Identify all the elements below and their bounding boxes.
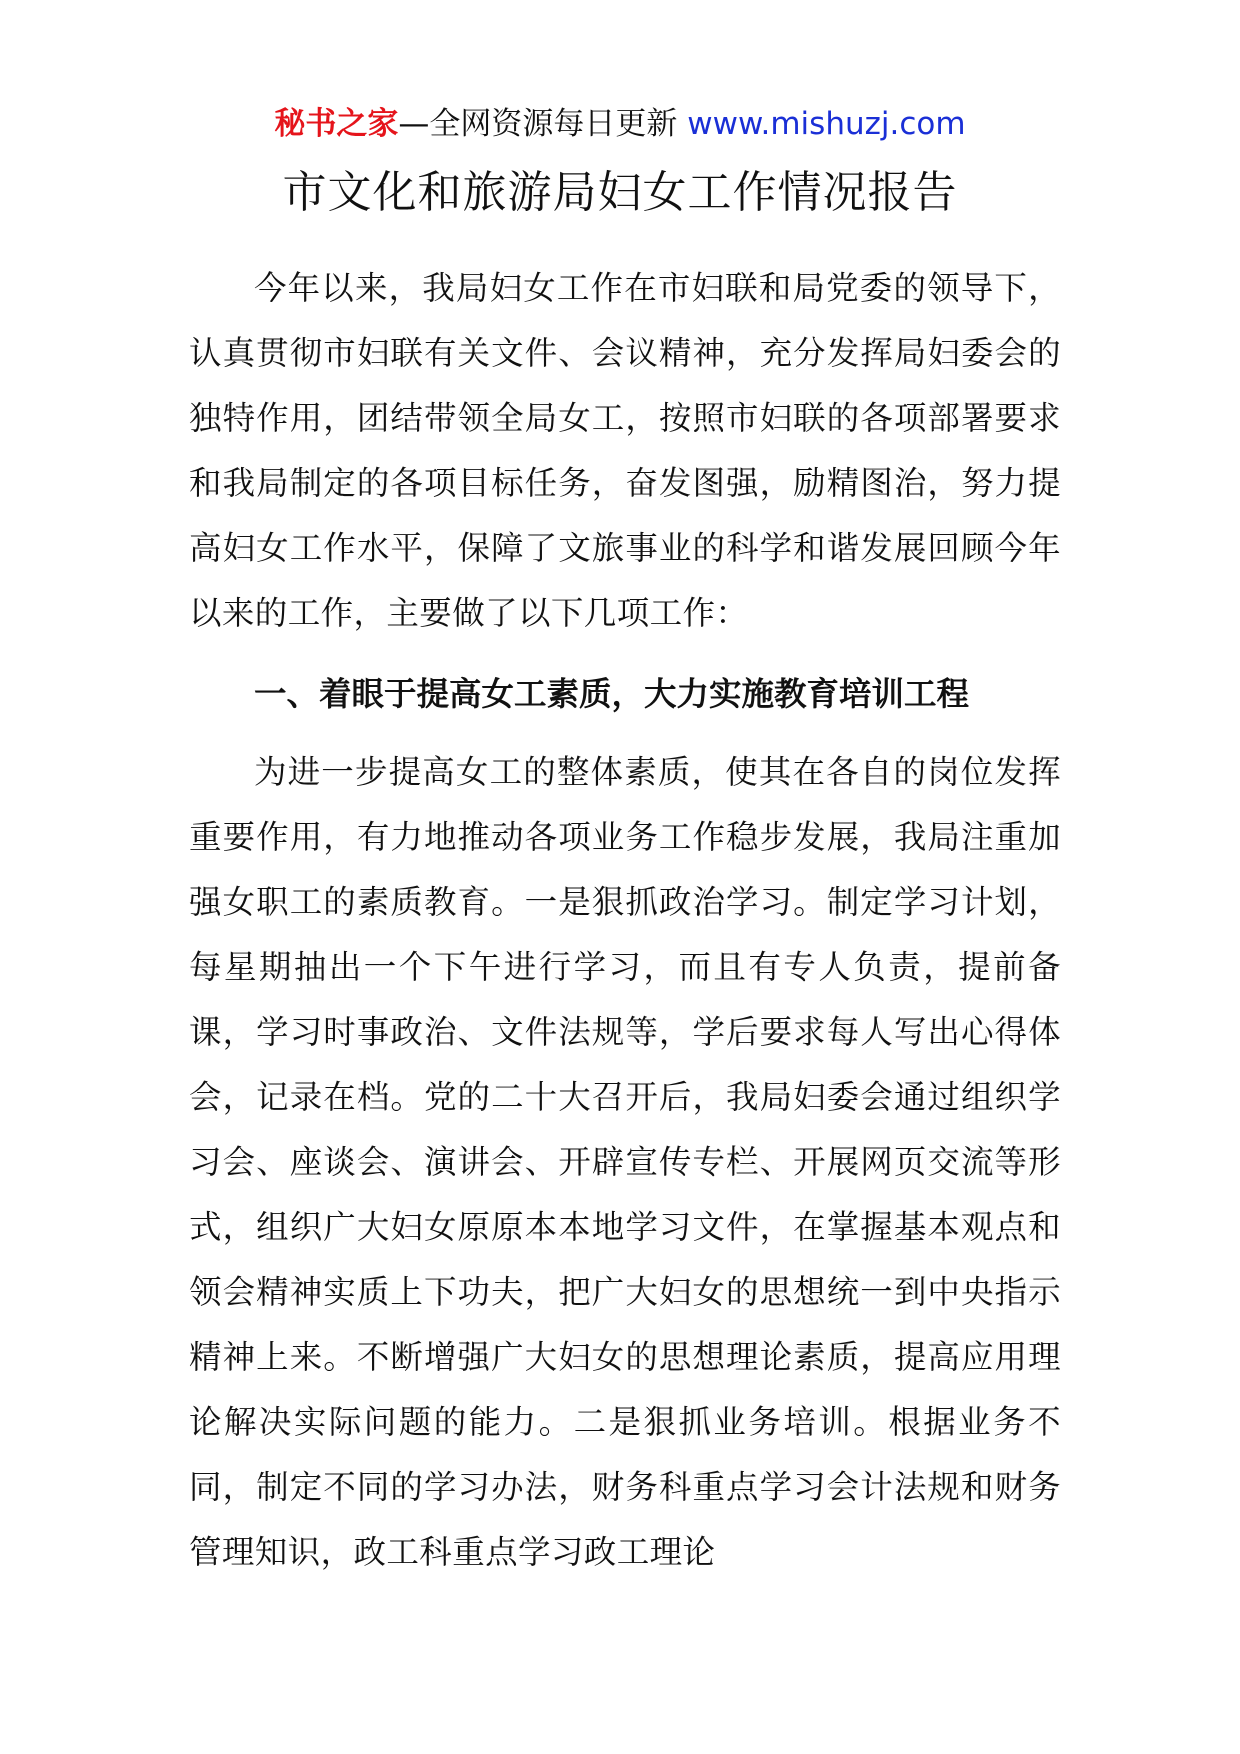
banner-brand: 秘书之家	[274, 106, 399, 142]
banner-slogan: —全网资源每日更新	[398, 106, 688, 142]
section-1-paragraph: 为进一步提高女工的整体素质，使其在各自的岗位发挥重要作用，有力地推动各项业务工作稳步发展，我局注重加强女职工的素质教育。一是狠抓政治学习。制定学习计划，每星期抽出一个下午进行学习，而且有专人负责，提前备课，学习时事政治、文件法规等，学后要求每人写出心得体会，记录在档。党的二十大召开后，我局妇委会通过组织学习会、座谈会、演讲会、开辟宣传专栏、开展网页交流等形式，组织广大妇女原原本本地学习文件，在掌握基本观点和领会精神实质上下功夫，把广大妇女的思想统一到中央指示精神上来。不断增强广大妇女的思想理论素质，提高应用理论解决实际问题的能力。二是狠抓业务培训。根据业务不同，制定不同的学习办法，财务科重点学习会计法规和财务管理知识，政工科重点学习政工理论	[189, 753, 1061, 1571]
intro-section	[189, 256, 1061, 646]
banner-site-link[interactable]: www.mishuzj.com	[687, 106, 966, 142]
section-1-body	[189, 740, 1061, 1585]
section-1-heading: 一、着眼于提高女工素质，大力实施教育培训工程	[254, 675, 970, 713]
intro-paragraph: 今年以来，我局妇女工作在市妇联和局党委的领导下，认真贯彻市妇联有关文件、会议精神，充分发挥局妇委会的独特作用，团结带领全局女工，按照市妇联的各项部署要求和我局制定的各项目标任务，奋发图强，励精图治，努力提高妇女工作水平，保障了文旅事业的科学和谐发展回顾今年以来的工作，主要做了以下几项工作：	[189, 269, 1061, 632]
document-title: 市文化和旅游局妇女工作情况报告	[282, 167, 958, 218]
site-banner	[0, 104, 1240, 144]
